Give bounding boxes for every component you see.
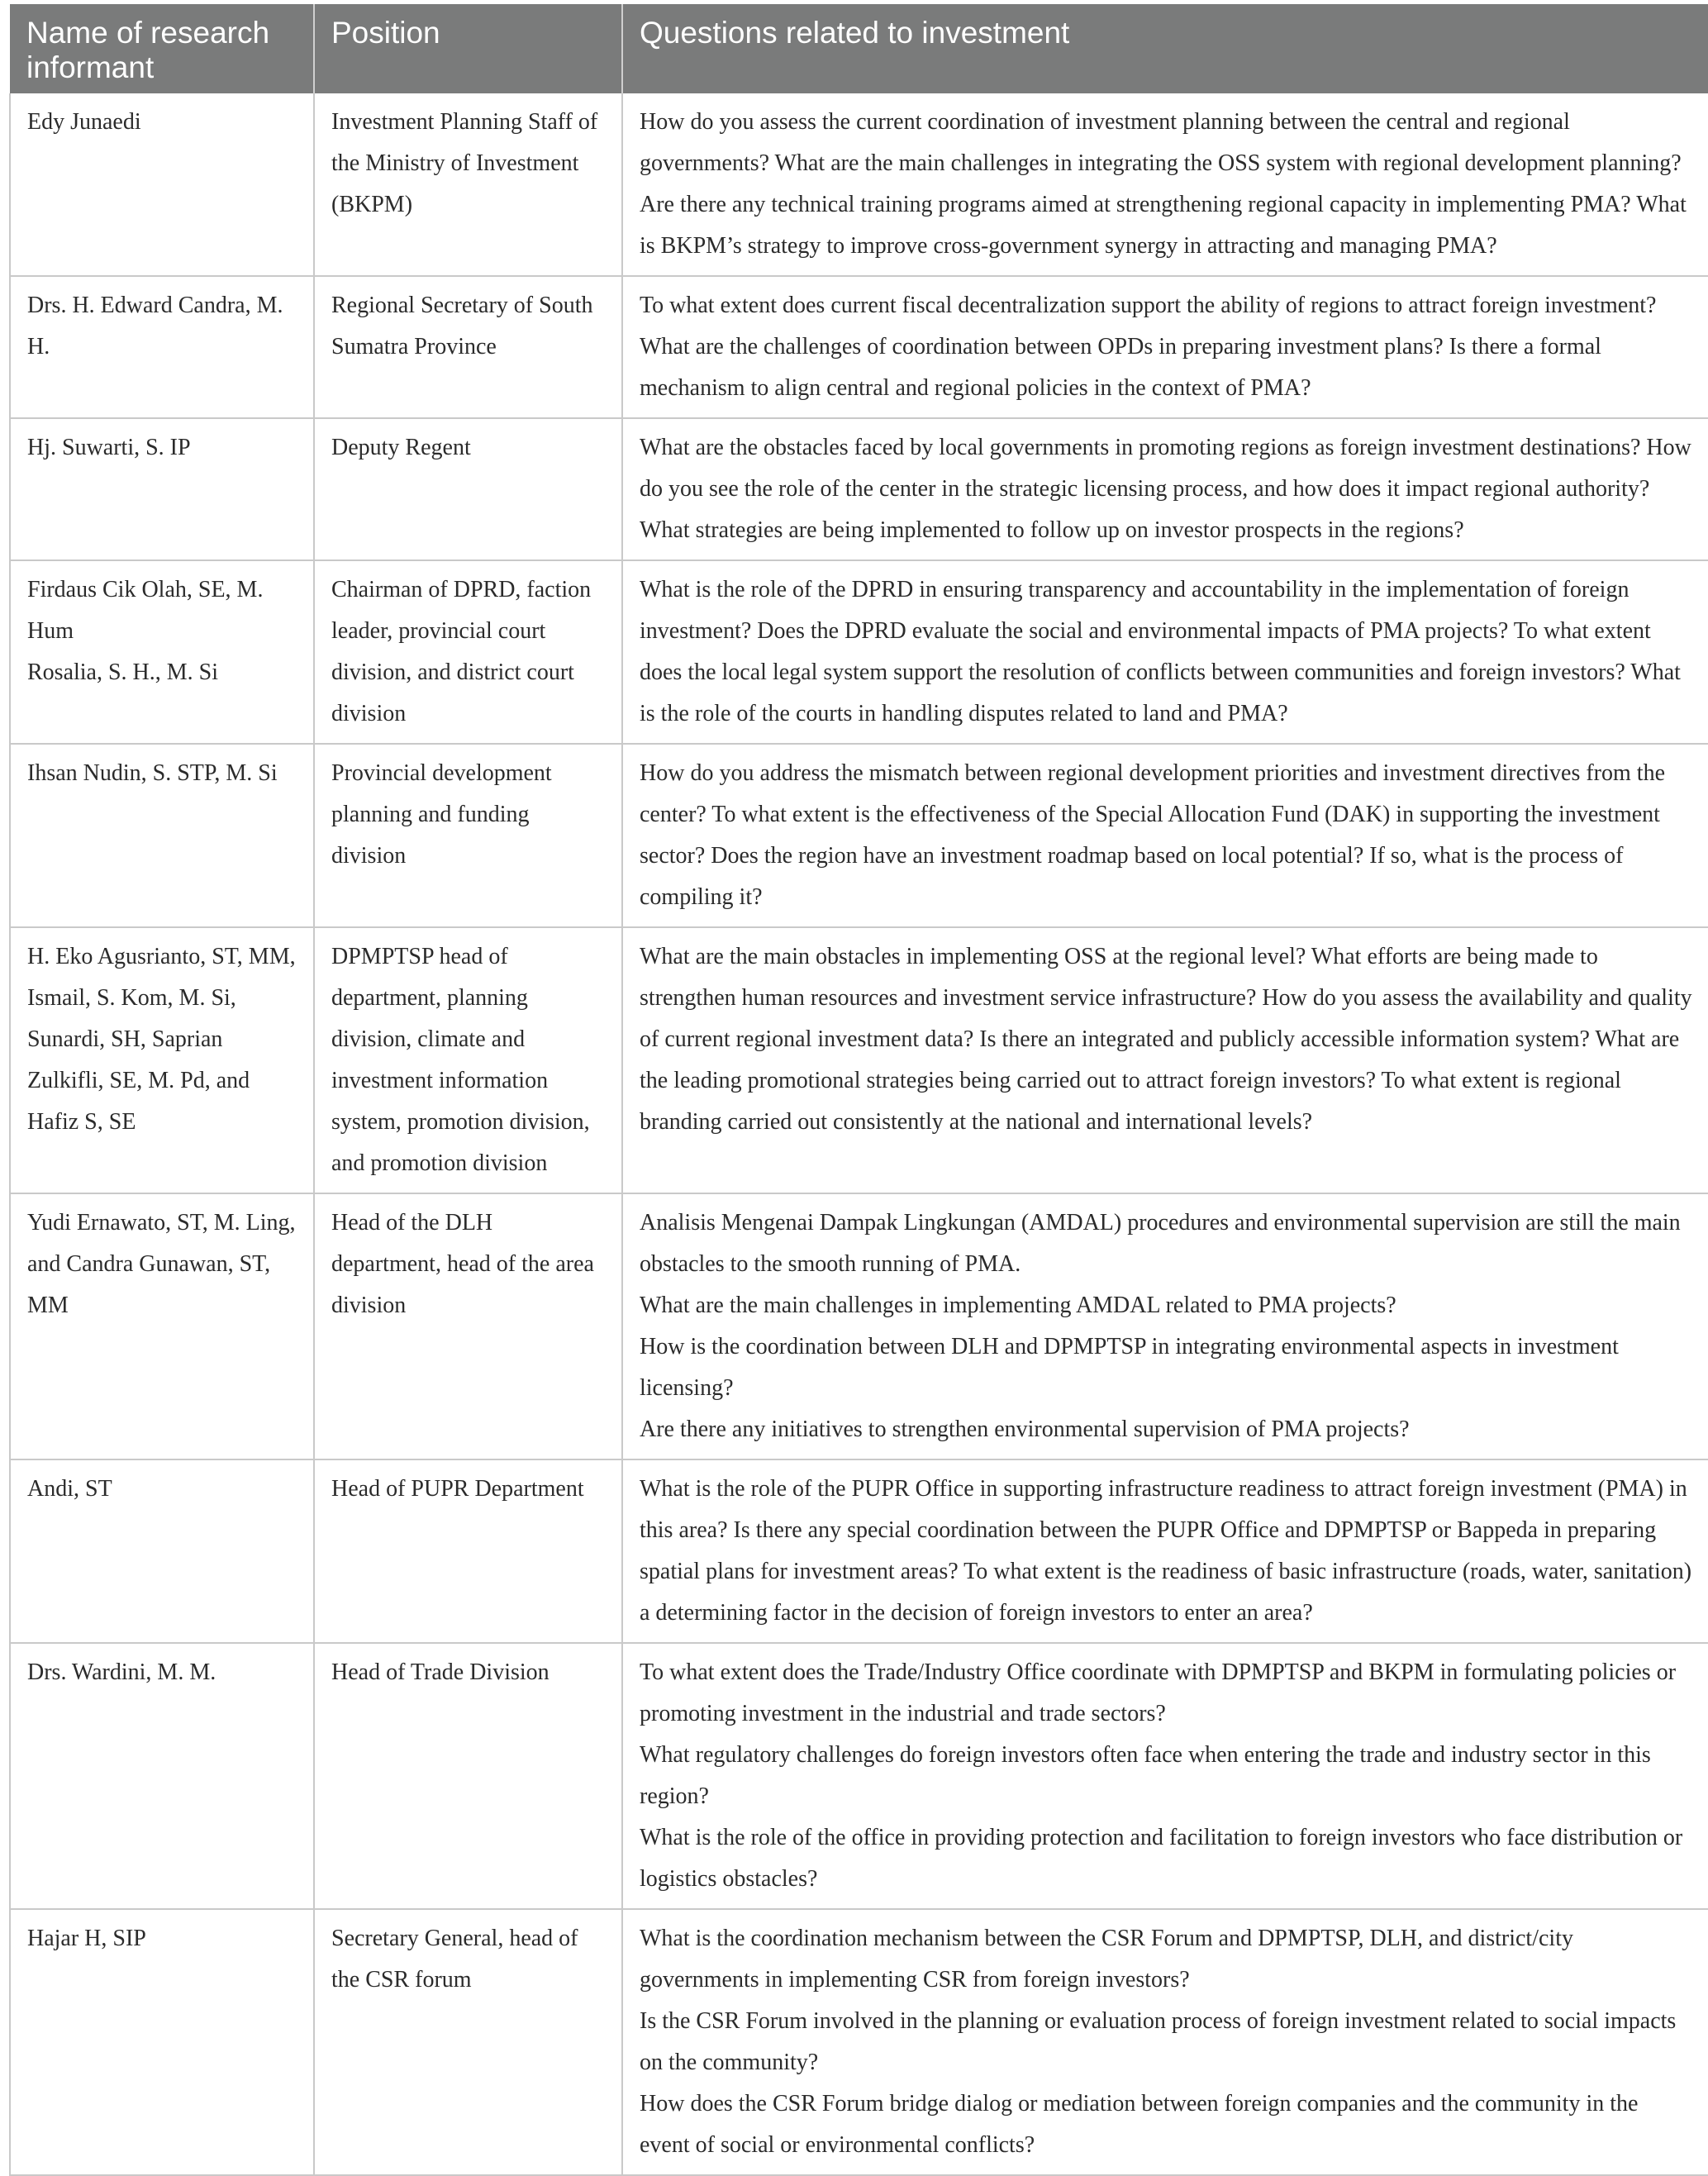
header-position: Position: [314, 4, 622, 93]
informant-name: Andi, ST: [27, 1476, 112, 1502]
informant-name-cell: [10, 418, 314, 560]
table-row: [10, 93, 1708, 276]
question-text: How does the CSR Forum bridge dialog or mediation between foreign companies and the community in the event of social or environmental conflicts?: [640, 2091, 1639, 2158]
question-text: What is the role of the office in providing protection and facilitation to foreign investors who face distribution or logistics obstacles?: [640, 1825, 1683, 1892]
table-row: [10, 1909, 1708, 2175]
informant-name-cell: [10, 560, 314, 744]
position-cell: Head of the DLH department, head of the area division: [314, 1193, 622, 1459]
questions-cell: [622, 1643, 1708, 1909]
position-cell: Provincial development planning and funding division: [314, 744, 622, 927]
table-row: [10, 927, 1708, 1193]
question-text: What is the role of the DPRD in ensuring transparency and accountability in the implementation of foreign investment? Does the DPRD evaluate the social and environmental impacts of PMA projects? To what extent does the local legal system support the resolution of conflicts between communities and foreign investors? What is the role of the courts in handling disputes related to land and PMA?: [640, 577, 1681, 726]
question-text: How is the coordination between DLH and DPMPTSP in integrating environmental aspects in investment licensing?: [640, 1334, 1619, 1401]
questions-cell: [622, 927, 1708, 1193]
question-text: How do you assess the current coordination of investment planning between the central and regional governments? What are the main challenges in integrating the OSS system with regional development planning? Are there any technical training programs aimed at strengthening regional capacity in implementing PMA? What is BKPM’s strategy to improve cross-government synergy in attracting and managing PMA?: [640, 109, 1687, 259]
informant-name: Firdaus Cik Olah, SE, M. Hum: [27, 577, 264, 644]
informant-name-cell: [10, 1909, 314, 2175]
questions-cell: [622, 93, 1708, 276]
position-cell: Head of PUPR Department: [314, 1459, 622, 1643]
table-row: [10, 1193, 1708, 1459]
question-text: To what extent does the Trade/Industry Office coordinate with DPMPTSP and BKPM in formulating policies or promoting investment in the industrial and trade sectors?: [640, 1659, 1677, 1726]
question-text: What is the coordination mechanism between the CSR Forum and DPMPTSP, DLH, and district/city governments in implementing CSR from foreign investors?: [640, 1926, 1573, 1993]
informant-name: Hj. Suwarti, S. IP: [27, 435, 191, 460]
question-text: To what extent does current fiscal decentralization support the ability of regions to attract foreign investment? What are the challenges of coordination between OPDs in preparing investment plans? Is there a formal mechanism to align central and regional policies in the context of PMA?: [640, 293, 1657, 401]
informant-name: Drs. H. Edward Candra, M. H.: [27, 293, 283, 359]
informant-name-cell: [10, 1459, 314, 1643]
questions-cell: [622, 1193, 1708, 1459]
table-row: [10, 276, 1708, 418]
position-cell: Head of Trade Division: [314, 1643, 622, 1909]
table-row: [10, 744, 1708, 927]
informant-name: Yudi Ernawato, ST, M. Ling, and Candra Gunawan, ST, MM: [27, 1210, 296, 1318]
informant-name-cell: [10, 1193, 314, 1459]
position-cell: Regional Secretary of South Sumatra Province: [314, 276, 622, 418]
question-text: What are the main obstacles in implementing OSS at the regional level? What efforts are being made to strengthen human resources and investment service infrastructure? How do you assess the availability and quality of current regional investment data? Is there an integrated and publicly accessible information system? What are the leading promotional strategies being carried out to attract foreign investors? To what extent is regional branding carried out consistently at the national and international levels?: [640, 944, 1692, 1135]
position-cell: DPMPTSP head of department, planning division, climate and investment information system, promotion division, and promotion division: [314, 927, 622, 1193]
table-row: [10, 418, 1708, 560]
questions-cell: [622, 1459, 1708, 1643]
informant-name-cell: [10, 1643, 314, 1909]
informant-name: Edy Junaedi: [27, 109, 141, 135]
header-name: Name of research informant: [10, 4, 314, 93]
table-body: [10, 93, 1708, 2175]
informant-name-cell: [10, 927, 314, 1193]
question-text: Are there any initiatives to strengthen environmental supervision of PMA projects?: [640, 1417, 1410, 1442]
header-questions: Questions related to investment: [622, 4, 1708, 93]
informant-name: Hajar H, SIP: [27, 1926, 146, 1951]
table-row: [10, 1643, 1708, 1909]
informant-name-cell: [10, 93, 314, 276]
informant-name: Ihsan Nudin, S. STP, M. Si: [27, 760, 278, 786]
table-header: [10, 4, 1708, 93]
position-cell: Deputy Regent: [314, 418, 622, 560]
question-text: How do you address the mismatch between regional development priorities and investment directives from the center? To what extent is the effectiveness of the Special Allocation Fund (DAK) in supporting the investment sector? Does the region have an investment roadmap based on local potential? If so, what is the process of compiling it?: [640, 760, 1665, 910]
position-cell: Chairman of DPRD, faction leader, provincial court division, and district court division: [314, 560, 622, 744]
question-text: What are the obstacles faced by local governments in promoting regions as foreign investment destinations? How do you see the role of the center in the strategic licensing process, and how does it impact regional authority? What strategies are being implemented to follow up on investor prospects in the regions?: [640, 435, 1691, 543]
informant-name-cell: [10, 744, 314, 927]
table-row: [10, 1459, 1708, 1643]
informant-name-cell: [10, 276, 314, 418]
question-text: What regulatory challenges do foreign investors often face when entering the trade and industry sector in this region?: [640, 1742, 1651, 1809]
questions-cell: [622, 560, 1708, 744]
informant-table: [9, 4, 1708, 2176]
question-text: Is the CSR Forum involved in the planning or evaluation process of foreign investment related to social impacts on the community?: [640, 2008, 1677, 2075]
question-text: What is the role of the PUPR Office in supporting infrastructure readiness to attract foreign investment (PMA) in this area? Is there any special coordination between the PUPR Office and DPMPTSP or Bappeda in preparing spatial plans for investment areas? To what extent is the readiness of basic infrastructure (roads, water, sanitation) a determining factor in the decision of foreign investors to enter an area?: [640, 1476, 1692, 1626]
informant-name: Rosalia, S. H., M. Si: [27, 659, 219, 685]
table-row: [10, 560, 1708, 744]
question-text: Analisis Mengenai Dampak Lingkungan (AMDAL) procedures and environmental supervision are still the main obstacles to the smooth running of PMA.: [640, 1210, 1681, 1277]
informant-name: Drs. Wardini, M. M.: [27, 1659, 216, 1685]
position-cell: Secretary General, head of the CSR forum: [314, 1909, 622, 2175]
questions-cell: [622, 744, 1708, 927]
header-row: [10, 4, 1708, 93]
questions-cell: [622, 276, 1708, 418]
questions-cell: [622, 418, 1708, 560]
question-text: What are the main challenges in implementing AMDAL related to PMA projects?: [640, 1293, 1396, 1318]
questions-cell: [622, 1909, 1708, 2175]
informant-name: H. Eko Agusrianto, ST, MM, Ismail, S. Kom, M. Si, Sunardi, SH, Saprian Zulkifli, SE, M. Pd, and Hafiz S, SE: [27, 944, 296, 1135]
position-cell: Investment Planning Staff of the Ministry of Investment (BKPM): [314, 93, 622, 276]
